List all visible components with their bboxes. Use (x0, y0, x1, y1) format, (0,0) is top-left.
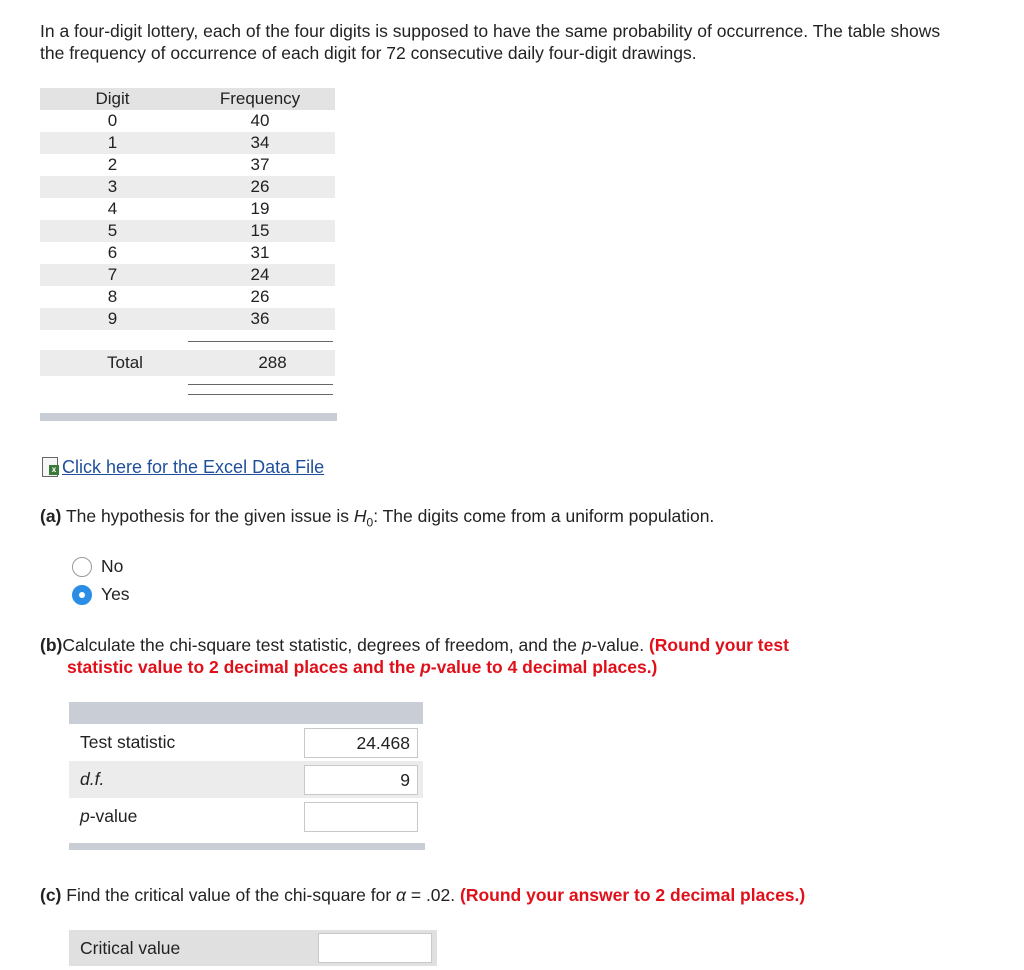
critical-value-label: Critical value (80, 937, 181, 958)
table-row (40, 220, 335, 242)
part-b-text-2: -value. (591, 635, 649, 655)
test-statistic-label: Test statistic (80, 732, 176, 752)
table-row (40, 308, 335, 330)
part-c-text-2: = .02. (406, 885, 460, 905)
frequency-table (40, 88, 335, 330)
digit-cell: 0 (107, 111, 118, 130)
digit-cell: 1 (107, 133, 118, 152)
digit-cell: 8 (107, 287, 118, 306)
part-b-text: Calculate the chi-square test statistic, degrees of freedom, and the (62, 635, 582, 655)
table-row (40, 198, 335, 220)
part-b-instruction: (Round your test (648, 635, 789, 655)
test-statistic-row (69, 724, 423, 761)
frequency-cell: 36 (250, 309, 270, 328)
answer-table-footer (69, 843, 425, 850)
digit-cell: 5 (107, 221, 118, 240)
df-row (69, 761, 423, 798)
part-c-label: (c) (40, 885, 62, 905)
table-row (40, 154, 335, 176)
part-a-label: (a) (40, 506, 62, 526)
digit-cell: 2 (107, 155, 118, 174)
part-b-p: p (581, 635, 592, 655)
problem-intro: In a four-digit lottery, each of the four digits is supposed to have the same probability of occurrence. The table shows the frequency of occurrence of each digit for 72 consecutive daily four-digit drawings. (40, 21, 941, 63)
total-label: Total (107, 353, 143, 372)
part-b-instruction-3: -value to 4 decimal places.) (430, 657, 658, 677)
total-row (40, 350, 335, 376)
table-header (40, 88, 335, 110)
answer-table-header (69, 702, 423, 724)
frequency-cell: 26 (250, 287, 270, 306)
total-value: 288 (258, 353, 287, 372)
digit-header: Digit (95, 89, 130, 108)
part-b-question (40, 634, 920, 678)
part-a-hypothesis: : The digits come from a uniform population. (373, 506, 715, 526)
excel-file-icon[interactable]: x (40, 456, 62, 478)
frequency-cell: 34 (250, 133, 270, 152)
p-value-input[interactable] (304, 802, 418, 832)
excel-data-link[interactable]: Click here for the Excel Data File (62, 456, 325, 477)
part-a-text: The hypothesis for the given issue is (65, 506, 354, 526)
radio-yes[interactable] (72, 585, 92, 605)
excel-link-row (40, 456, 324, 478)
table-row (40, 132, 335, 154)
digit-cell: 9 (107, 309, 118, 328)
df-label-text: d.f. (80, 769, 105, 789)
frequency-cell: 40 (250, 111, 270, 130)
part-a-question (40, 505, 714, 534)
frequency-cell: 37 (250, 155, 270, 174)
radio-yes-label: Yes (101, 584, 130, 604)
test-statistic-input[interactable]: 24.468 (304, 728, 418, 758)
frequency-cell: 19 (250, 199, 270, 218)
part-c-text: Find the critical value of the chi-square for (66, 885, 397, 905)
frequency-cell: 26 (250, 177, 270, 196)
part-c-instruction: (Round your answer to 2 decimal places.) (460, 885, 806, 905)
critical-value-row (69, 930, 437, 966)
h0-subscript: 0 (366, 515, 374, 530)
sum-rule (188, 341, 333, 342)
double-rule-bottom (188, 394, 333, 395)
digit-cell: 4 (107, 199, 118, 218)
double-rule-top (188, 384, 333, 385)
radio-option-no[interactable] (72, 556, 123, 577)
frequency-header: Frequency (219, 89, 301, 108)
table-row (40, 264, 335, 286)
radio-no-label: No (101, 556, 124, 576)
df-label (69, 769, 304, 790)
p-value-row (69, 798, 423, 835)
part-c-question (40, 884, 805, 906)
table-row (40, 110, 335, 132)
p-value-label: p-value (80, 806, 138, 826)
table-row (40, 242, 335, 264)
part-b-instruction-p: p (420, 657, 431, 677)
part-b-instruction-2: statistic value to 2 decimal places and the (67, 657, 421, 677)
frequency-cell: 15 (250, 221, 270, 240)
table-footer-bar (40, 413, 337, 421)
frequency-cell: 31 (250, 243, 270, 262)
table-row (40, 176, 335, 198)
radio-no[interactable] (72, 557, 92, 577)
df-input[interactable]: 9 (304, 765, 418, 795)
answer-table (69, 702, 423, 835)
table-row (40, 286, 335, 308)
digit-cell: 6 (107, 243, 118, 262)
alpha-symbol: α (396, 885, 406, 905)
critical-value-input[interactable] (318, 933, 432, 963)
digit-cell: 7 (107, 265, 118, 284)
radio-option-yes[interactable] (72, 584, 130, 605)
h0-symbol: H (353, 506, 367, 526)
digit-cell: 3 (107, 177, 118, 196)
part-b-label: (b) (40, 635, 63, 655)
part-b-instruction-cont (40, 656, 920, 678)
frequency-cell: 24 (250, 265, 270, 284)
